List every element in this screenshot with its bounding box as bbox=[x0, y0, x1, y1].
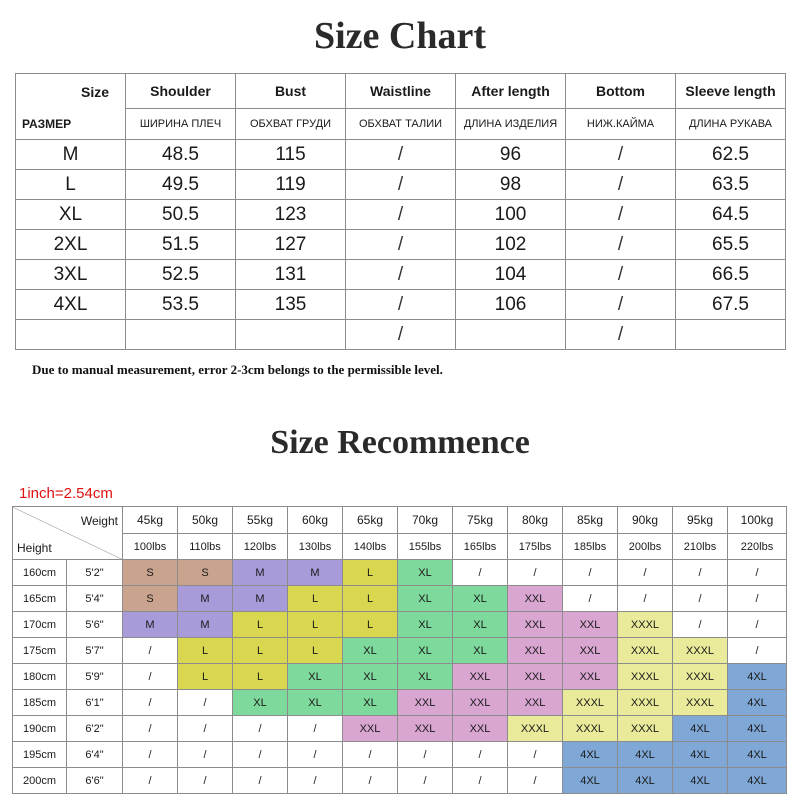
height-ft-cell: 6'2" bbox=[67, 716, 123, 742]
recommended-size-cell: M bbox=[233, 586, 288, 612]
weight-kg-header: 65kg bbox=[343, 507, 398, 534]
measurement-cell: 96 bbox=[456, 140, 566, 170]
column-header: Bottom bbox=[566, 74, 676, 109]
recommended-size-cell: XXXL bbox=[673, 690, 728, 716]
size-cell: 3XL bbox=[16, 260, 126, 290]
recommended-size-cell: / bbox=[233, 716, 288, 742]
height-row bbox=[13, 612, 787, 638]
weight-lbs-header: 185lbs bbox=[563, 534, 618, 560]
size-chart-row bbox=[16, 290, 786, 320]
column-subheader: ДЛИНА ИЗДЕЛИЯ bbox=[456, 109, 566, 140]
recommended-size-cell: XXXL bbox=[508, 716, 563, 742]
recommended-size-cell: XL bbox=[453, 638, 508, 664]
height-row bbox=[13, 690, 787, 716]
weight-kg-header: 45kg bbox=[123, 507, 178, 534]
recommended-size-cell: / bbox=[178, 742, 233, 768]
recommended-size-cell: M bbox=[288, 560, 343, 586]
height-cm-cell: 160cm bbox=[13, 560, 67, 586]
recommended-size-cell: 4XL bbox=[673, 742, 728, 768]
recommended-size-cell: XXXL bbox=[618, 690, 673, 716]
recommended-size-cell: 4XL bbox=[563, 742, 618, 768]
recommended-size-cell: / bbox=[618, 560, 673, 586]
height-row bbox=[13, 768, 787, 794]
recommended-size-cell: / bbox=[398, 768, 453, 794]
recommended-size-cell: 4XL bbox=[618, 742, 673, 768]
weight-lbs-header: 165lbs bbox=[453, 534, 508, 560]
weight-lbs-header: 140lbs bbox=[343, 534, 398, 560]
measurement-cell bbox=[676, 320, 786, 350]
recommended-size-cell: / bbox=[618, 586, 673, 612]
recommended-size-cell: / bbox=[728, 638, 787, 664]
recommended-size-cell: / bbox=[508, 742, 563, 768]
column-header: Sleeve length bbox=[676, 74, 786, 109]
recommended-size-cell: XXL bbox=[563, 612, 618, 638]
measurement-cell: 115 bbox=[236, 140, 346, 170]
size-recommendation-table bbox=[12, 506, 787, 794]
weight-kg-header: 80kg bbox=[508, 507, 563, 534]
recommended-size-cell: / bbox=[288, 742, 343, 768]
size-chart-row bbox=[16, 320, 786, 350]
measurement-cell: 51.5 bbox=[126, 230, 236, 260]
recommended-size-cell: XXXL bbox=[618, 612, 673, 638]
measurement-cell: 102 bbox=[456, 230, 566, 260]
weight-lbs-header: 120lbs bbox=[233, 534, 288, 560]
recommended-size-cell: XL bbox=[453, 612, 508, 638]
recommended-size-cell: L bbox=[288, 612, 343, 638]
measurement-cell: 135 bbox=[236, 290, 346, 320]
size-chart-header-row bbox=[16, 74, 786, 109]
recommended-size-cell: / bbox=[508, 560, 563, 586]
recommended-size-cell: / bbox=[673, 612, 728, 638]
recommended-size-cell: 4XL bbox=[728, 664, 787, 690]
recommended-size-cell: XXL bbox=[508, 664, 563, 690]
measurement-cell: / bbox=[566, 260, 676, 290]
recommended-size-cell: 4XL bbox=[563, 768, 618, 794]
recommended-size-cell: XXL bbox=[453, 690, 508, 716]
measurement-cell: 50.5 bbox=[126, 200, 236, 230]
recommended-size-cell: / bbox=[453, 560, 508, 586]
recommended-size-cell: XXL bbox=[453, 716, 508, 742]
column-header: Bust bbox=[236, 74, 346, 109]
measurement-cell: / bbox=[566, 140, 676, 170]
weight-kg-header: 75kg bbox=[453, 507, 508, 534]
weight-height-header bbox=[13, 507, 123, 560]
recommended-size-cell: XXL bbox=[398, 716, 453, 742]
measurement-cell: / bbox=[566, 290, 676, 320]
weight-kg-header: 95kg bbox=[673, 507, 728, 534]
size-chart-table bbox=[15, 73, 786, 350]
recommended-size-cell: XXL bbox=[563, 664, 618, 690]
height-row bbox=[13, 586, 787, 612]
recommended-size-cell: 4XL bbox=[618, 768, 673, 794]
recommended-size-cell: / bbox=[563, 586, 618, 612]
recommended-size-cell: 4XL bbox=[673, 716, 728, 742]
recommended-size-cell: / bbox=[178, 716, 233, 742]
recommended-size-cell: XXL bbox=[453, 664, 508, 690]
recommended-size-cell: XXXL bbox=[618, 716, 673, 742]
column-subheader: ОБХВАТ ТАЛИИ bbox=[346, 109, 456, 140]
height-row bbox=[13, 664, 787, 690]
recommended-size-cell: M bbox=[123, 612, 178, 638]
measurement-cell: 123 bbox=[236, 200, 346, 230]
measurement-cell: 66.5 bbox=[676, 260, 786, 290]
recommended-size-cell: / bbox=[673, 560, 728, 586]
weight-lbs-header: 100lbs bbox=[123, 534, 178, 560]
weight-kg-header: 100kg bbox=[728, 507, 787, 534]
height-ft-cell: 5'4" bbox=[67, 586, 123, 612]
recommended-size-cell: / bbox=[343, 742, 398, 768]
recommended-size-cell: / bbox=[178, 690, 233, 716]
weight-lbs-header: 175lbs bbox=[508, 534, 563, 560]
recommended-size-cell: M bbox=[233, 560, 288, 586]
size-cell: M bbox=[16, 140, 126, 170]
height-row bbox=[13, 742, 787, 768]
measurement-cell: 65.5 bbox=[676, 230, 786, 260]
recommended-size-cell: / bbox=[178, 768, 233, 794]
recommended-size-cell: S bbox=[123, 586, 178, 612]
height-cm-cell: 165cm bbox=[13, 586, 67, 612]
height-cm-cell: 185cm bbox=[13, 690, 67, 716]
height-label: Height bbox=[17, 541, 52, 555]
measurement-cell: / bbox=[566, 230, 676, 260]
recommended-size-cell: / bbox=[123, 716, 178, 742]
recommended-size-cell: M bbox=[178, 612, 233, 638]
recommended-size-cell: XL bbox=[398, 560, 453, 586]
measurement-cell: 62.5 bbox=[676, 140, 786, 170]
measurement-cell: / bbox=[566, 170, 676, 200]
size-column-header bbox=[16, 74, 126, 140]
measurement-cell: 100 bbox=[456, 200, 566, 230]
recommended-size-cell: / bbox=[453, 768, 508, 794]
recommended-size-cell: L bbox=[233, 612, 288, 638]
measurement-cell: / bbox=[346, 320, 456, 350]
recommended-size-cell: XL bbox=[398, 664, 453, 690]
weight-kg-header: 70kg bbox=[398, 507, 453, 534]
recommended-size-cell: / bbox=[728, 586, 787, 612]
weight-kg-header: 90kg bbox=[618, 507, 673, 534]
weight-kg-header: 60kg bbox=[288, 507, 343, 534]
weight-kg-header: 50kg bbox=[178, 507, 233, 534]
height-cm-cell: 175cm bbox=[13, 638, 67, 664]
measurement-cell: / bbox=[346, 230, 456, 260]
recommended-size-cell: XXL bbox=[508, 586, 563, 612]
weight-lbs-row bbox=[13, 534, 787, 560]
recommended-size-cell: / bbox=[123, 742, 178, 768]
size-chart-title: Size Chart bbox=[313, 15, 487, 57]
height-ft-cell: 5'2" bbox=[67, 560, 123, 586]
recommended-size-cell: / bbox=[343, 768, 398, 794]
size-cell: L bbox=[16, 170, 126, 200]
recommended-size-cell: / bbox=[508, 768, 563, 794]
recommended-size-cell: L bbox=[178, 664, 233, 690]
height-cm-cell: 195cm bbox=[13, 742, 67, 768]
recommended-size-cell: M bbox=[178, 586, 233, 612]
measurement-cell: 119 bbox=[236, 170, 346, 200]
recommended-size-cell: XL bbox=[288, 664, 343, 690]
recommended-size-cell: / bbox=[398, 742, 453, 768]
height-row bbox=[13, 638, 787, 664]
column-subheader: ОБХВАТ ГРУДИ bbox=[236, 109, 346, 140]
measurement-cell: 106 bbox=[456, 290, 566, 320]
size-label-ru: РАЗМЕР bbox=[22, 117, 72, 131]
recommended-size-cell: L bbox=[233, 664, 288, 690]
recommended-size-cell: L bbox=[233, 638, 288, 664]
size-label: Size bbox=[80, 84, 109, 100]
recommended-size-cell: / bbox=[233, 742, 288, 768]
recommended-size-cell: XXXL bbox=[673, 638, 728, 664]
size-cell bbox=[16, 320, 126, 350]
weight-kg-row bbox=[13, 507, 787, 534]
recommended-size-cell: / bbox=[123, 664, 178, 690]
measurement-cell: 104 bbox=[456, 260, 566, 290]
measurement-cell: / bbox=[346, 170, 456, 200]
recommended-size-cell: XXL bbox=[508, 612, 563, 638]
recommended-size-cell: XXXL bbox=[563, 690, 618, 716]
measurement-note: Due to manual measurement, error 2-3cm belongs to the permissible level. bbox=[32, 362, 443, 377]
recommended-size-cell: 4XL bbox=[728, 716, 787, 742]
recommended-size-cell: XXXL bbox=[618, 638, 673, 664]
recommended-size-cell: 4XL bbox=[728, 768, 787, 794]
weight-lbs-header: 130lbs bbox=[288, 534, 343, 560]
height-cm-cell: 190cm bbox=[13, 716, 67, 742]
measurement-cell: 127 bbox=[236, 230, 346, 260]
size-recommendation-title: Size Recommence bbox=[270, 424, 530, 461]
size-cell: 4XL bbox=[16, 290, 126, 320]
height-ft-cell: 5'6" bbox=[67, 612, 123, 638]
measurement-cell: 131 bbox=[236, 260, 346, 290]
size-cell: 2XL bbox=[16, 230, 126, 260]
recommended-size-cell: L bbox=[343, 560, 398, 586]
size-chart-row bbox=[16, 260, 786, 290]
recommended-size-cell: S bbox=[178, 560, 233, 586]
size-cell: XL bbox=[16, 200, 126, 230]
recommended-size-cell: 4XL bbox=[728, 690, 787, 716]
recommended-size-cell: / bbox=[728, 560, 787, 586]
recommended-size-cell: XL bbox=[453, 586, 508, 612]
recommended-size-cell: / bbox=[123, 690, 178, 716]
recommended-size-cell: / bbox=[728, 612, 787, 638]
height-row bbox=[13, 560, 787, 586]
recommended-size-cell: XL bbox=[343, 690, 398, 716]
size-chart-row bbox=[16, 200, 786, 230]
size-chart-row bbox=[16, 230, 786, 260]
recommended-size-cell: L bbox=[343, 612, 398, 638]
size-chart-subheader-row bbox=[16, 109, 786, 140]
size-chart-row bbox=[16, 170, 786, 200]
recommended-size-cell: XXXL bbox=[618, 664, 673, 690]
column-header: After length bbox=[456, 74, 566, 109]
measurement-cell: 64.5 bbox=[676, 200, 786, 230]
height-cm-cell: 180cm bbox=[13, 664, 67, 690]
height-ft-cell: 5'9" bbox=[67, 664, 123, 690]
recommended-size-cell: / bbox=[123, 638, 178, 664]
measurement-cell: / bbox=[566, 320, 676, 350]
recommended-size-cell: XXXL bbox=[673, 664, 728, 690]
weight-lbs-header: 210lbs bbox=[673, 534, 728, 560]
height-cm-cell: 200cm bbox=[13, 768, 67, 794]
measurement-cell: / bbox=[346, 140, 456, 170]
recommended-size-cell: / bbox=[233, 768, 288, 794]
measurement-cell: 53.5 bbox=[126, 290, 236, 320]
recommended-size-cell: XL bbox=[398, 586, 453, 612]
recommended-size-cell: XL bbox=[398, 612, 453, 638]
recommended-size-cell: XXXL bbox=[563, 716, 618, 742]
measurement-cell: / bbox=[566, 200, 676, 230]
column-subheader: ШИРИНА ПЛЕЧ bbox=[126, 109, 236, 140]
measurement-cell: 98 bbox=[456, 170, 566, 200]
inch-conversion-note: 1inch=2.54cm bbox=[19, 485, 113, 502]
recommended-size-cell: XXL bbox=[343, 716, 398, 742]
size-chart-row bbox=[16, 140, 786, 170]
recommended-size-cell: XXL bbox=[508, 638, 563, 664]
recommended-size-cell: L bbox=[178, 638, 233, 664]
recommended-size-cell: XL bbox=[288, 690, 343, 716]
weight-lbs-header: 155lbs bbox=[398, 534, 453, 560]
height-ft-cell: 6'1" bbox=[67, 690, 123, 716]
measurement-cell bbox=[126, 320, 236, 350]
measurement-cell: / bbox=[346, 200, 456, 230]
weight-lbs-header: 220lbs bbox=[728, 534, 787, 560]
weight-kg-header: 55kg bbox=[233, 507, 288, 534]
measurement-cell bbox=[236, 320, 346, 350]
recommended-size-cell: 4XL bbox=[728, 742, 787, 768]
recommended-size-cell: / bbox=[123, 768, 178, 794]
recommended-size-cell: L bbox=[288, 586, 343, 612]
recommended-size-cell: XL bbox=[398, 638, 453, 664]
height-cm-cell: 170cm bbox=[13, 612, 67, 638]
recommended-size-cell: XXL bbox=[563, 638, 618, 664]
height-row bbox=[13, 716, 787, 742]
recommended-size-cell: L bbox=[343, 586, 398, 612]
recommended-size-cell: XXL bbox=[398, 690, 453, 716]
recommended-size-cell: / bbox=[563, 560, 618, 586]
recommended-size-cell: 4XL bbox=[673, 768, 728, 794]
measurement-cell: 67.5 bbox=[676, 290, 786, 320]
height-ft-cell: 6'4" bbox=[67, 742, 123, 768]
recommended-size-cell: XL bbox=[343, 664, 398, 690]
measurement-cell bbox=[456, 320, 566, 350]
recommended-size-cell: / bbox=[673, 586, 728, 612]
column-subheader: НИЖ.КАЙМА bbox=[566, 109, 676, 140]
recommended-size-cell: XXL bbox=[508, 690, 563, 716]
column-header: Waistline bbox=[346, 74, 456, 109]
measurement-cell: / bbox=[346, 290, 456, 320]
weight-lbs-header: 110lbs bbox=[178, 534, 233, 560]
recommended-size-cell: / bbox=[288, 716, 343, 742]
measurement-cell: 63.5 bbox=[676, 170, 786, 200]
column-header: Shoulder bbox=[126, 74, 236, 109]
recommended-size-cell: XL bbox=[233, 690, 288, 716]
recommended-size-cell: / bbox=[288, 768, 343, 794]
height-ft-cell: 5'7" bbox=[67, 638, 123, 664]
measurement-cell: 48.5 bbox=[126, 140, 236, 170]
recommended-size-cell: XL bbox=[343, 638, 398, 664]
column-subheader: ДЛИНА РУКАВА bbox=[676, 109, 786, 140]
measurement-cell: / bbox=[346, 260, 456, 290]
recommended-size-cell: S bbox=[123, 560, 178, 586]
measurement-cell: 52.5 bbox=[126, 260, 236, 290]
weight-kg-header: 85kg bbox=[563, 507, 618, 534]
weight-lbs-header: 200lbs bbox=[618, 534, 673, 560]
weight-label: Weight bbox=[80, 514, 118, 528]
recommended-size-cell: / bbox=[453, 742, 508, 768]
recommended-size-cell: L bbox=[288, 638, 343, 664]
measurement-cell: 49.5 bbox=[126, 170, 236, 200]
height-ft-cell: 6'6" bbox=[67, 768, 123, 794]
